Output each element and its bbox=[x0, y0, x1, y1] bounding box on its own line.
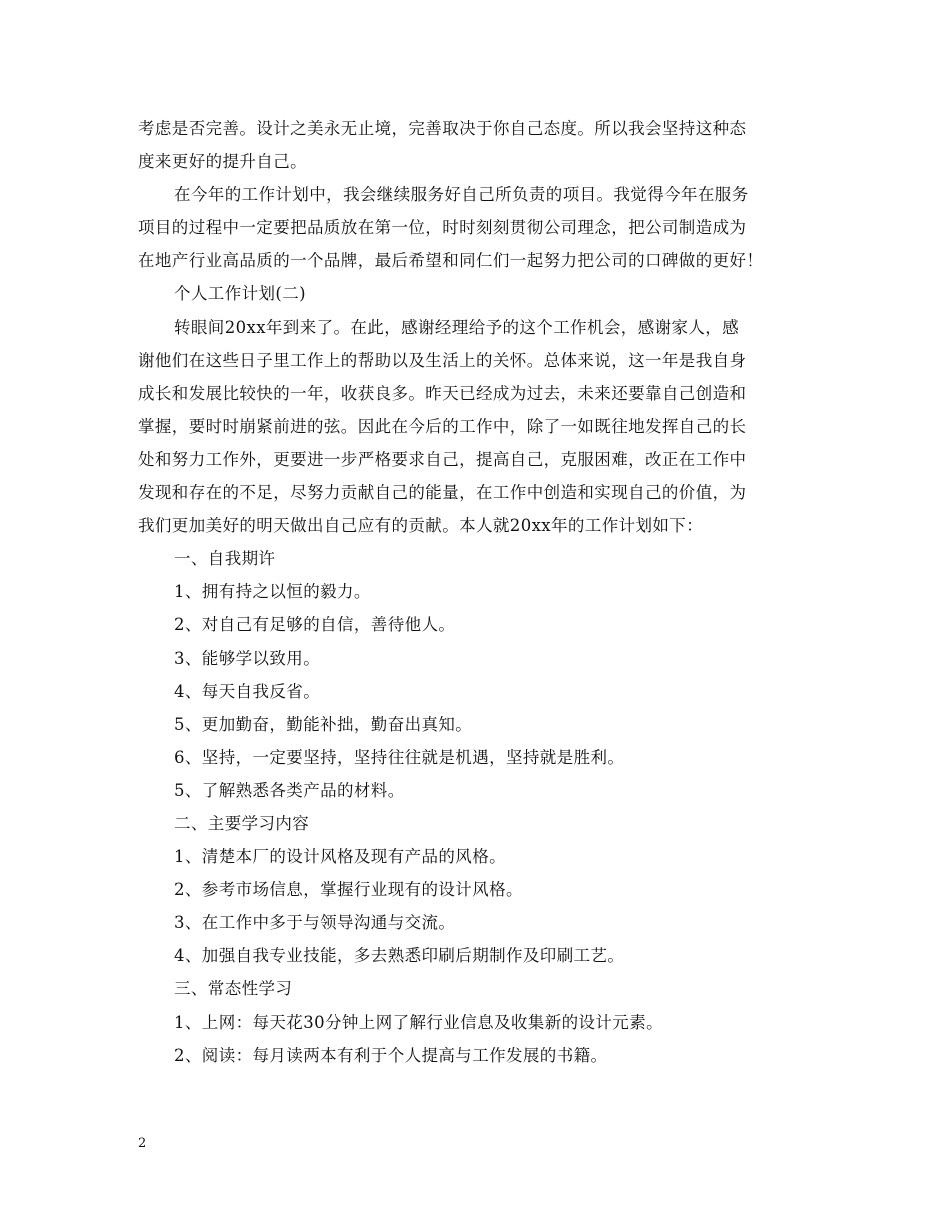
text-line: 处和努力工作外，更要进一步严格要求自己，提高自己，克服困难，改正在工作中 bbox=[138, 449, 747, 469]
text-line: 1、上网：每天花30分钟上网了解行业信息及收集新的设计元素。 bbox=[174, 1012, 663, 1032]
text-line: 3、在工作中多于与领导沟通与交流。 bbox=[174, 913, 456, 933]
text-line: 转眼间20xx年到来了。在此，感谢经理给予的这个工作机会，感谢家人，感 bbox=[174, 317, 740, 337]
page-number: 2 bbox=[138, 1136, 147, 1151]
text-line: 项目的过程中一定要把品质放在第一位，时时刻刻贯彻公司理念，把公司制造成为 bbox=[138, 218, 747, 238]
text-line: 6、坚持，一定要坚持，坚持往往就是机遇，坚持就是胜利。 bbox=[174, 747, 625, 767]
text-line: 掌握，要时时崩紧前进的弦。因此在今后的工作中，除了一如既往地发挥自己的长 bbox=[138, 416, 747, 436]
text-line: 2、阅读：每月读两本有利于个人提高与工作发展的书籍。 bbox=[174, 1045, 608, 1065]
text-line: 2、参考市场信息，掌握行业现有的设计风格。 bbox=[174, 880, 523, 900]
text-line: 考虑是否完善。设计之美永无止境，完善取决于你自己态度。所以我会坚持这种态 bbox=[138, 119, 747, 138]
text-line: 在地产行业高品质的一个品牌，最后希望和同仁们一起努力把公司的口碑做的更好！ bbox=[138, 251, 764, 271]
text-line: 谢他们在这些日子里工作上的帮助以及生活上的关怀。总体来说，这一年是我自身 bbox=[138, 350, 747, 370]
text-line: 4、每天自我反省。 bbox=[174, 681, 321, 701]
text-line: 二、主要学习内容 bbox=[174, 813, 310, 833]
text-line: 我们更加美好的明天做出自己应有的贡献。本人就20xx年的工作计划如下： bbox=[138, 516, 704, 536]
text-line: 4、加强自我专业技能，多去熟悉印刷后期制作及印刷工艺。 bbox=[174, 946, 625, 966]
text-line: 成长和发展比较快的一年，收获良多。昨天已经成为过去，未来还要靠自己创造和 bbox=[138, 383, 747, 403]
text-line: 1、拥有持之以恒的毅力。 bbox=[174, 582, 371, 602]
text-line: 3、能够学以致用。 bbox=[174, 648, 321, 668]
text-line: 5、了解熟悉各类产品的材料。 bbox=[174, 780, 405, 800]
text-line: 2、对自己有足够的自信，善待他人。 bbox=[174, 615, 456, 635]
text-line: 度来更好的提升自己。 bbox=[138, 152, 307, 172]
text-line: 5、更加勤奋，勤能补拙，勤奋出真知。 bbox=[174, 714, 473, 734]
text-line: 一、自我期许 bbox=[174, 549, 276, 569]
document-body bbox=[138, 112, 820, 1072]
text-line: 三、常态性学习 bbox=[174, 979, 293, 999]
text-line: 发现和存在的不足，尽努力贡献自己的能量，在工作中创造和实现自己的价值，为 bbox=[138, 483, 747, 503]
text-line: 1、清楚本厂的设计风格及现有产品的风格。 bbox=[174, 847, 506, 867]
text-line: 个人工作计划(二) bbox=[174, 284, 306, 304]
text-line: 在今年的工作计划中，我会继续服务好自己所负责的项目。我觉得今年在服务 bbox=[174, 185, 749, 205]
